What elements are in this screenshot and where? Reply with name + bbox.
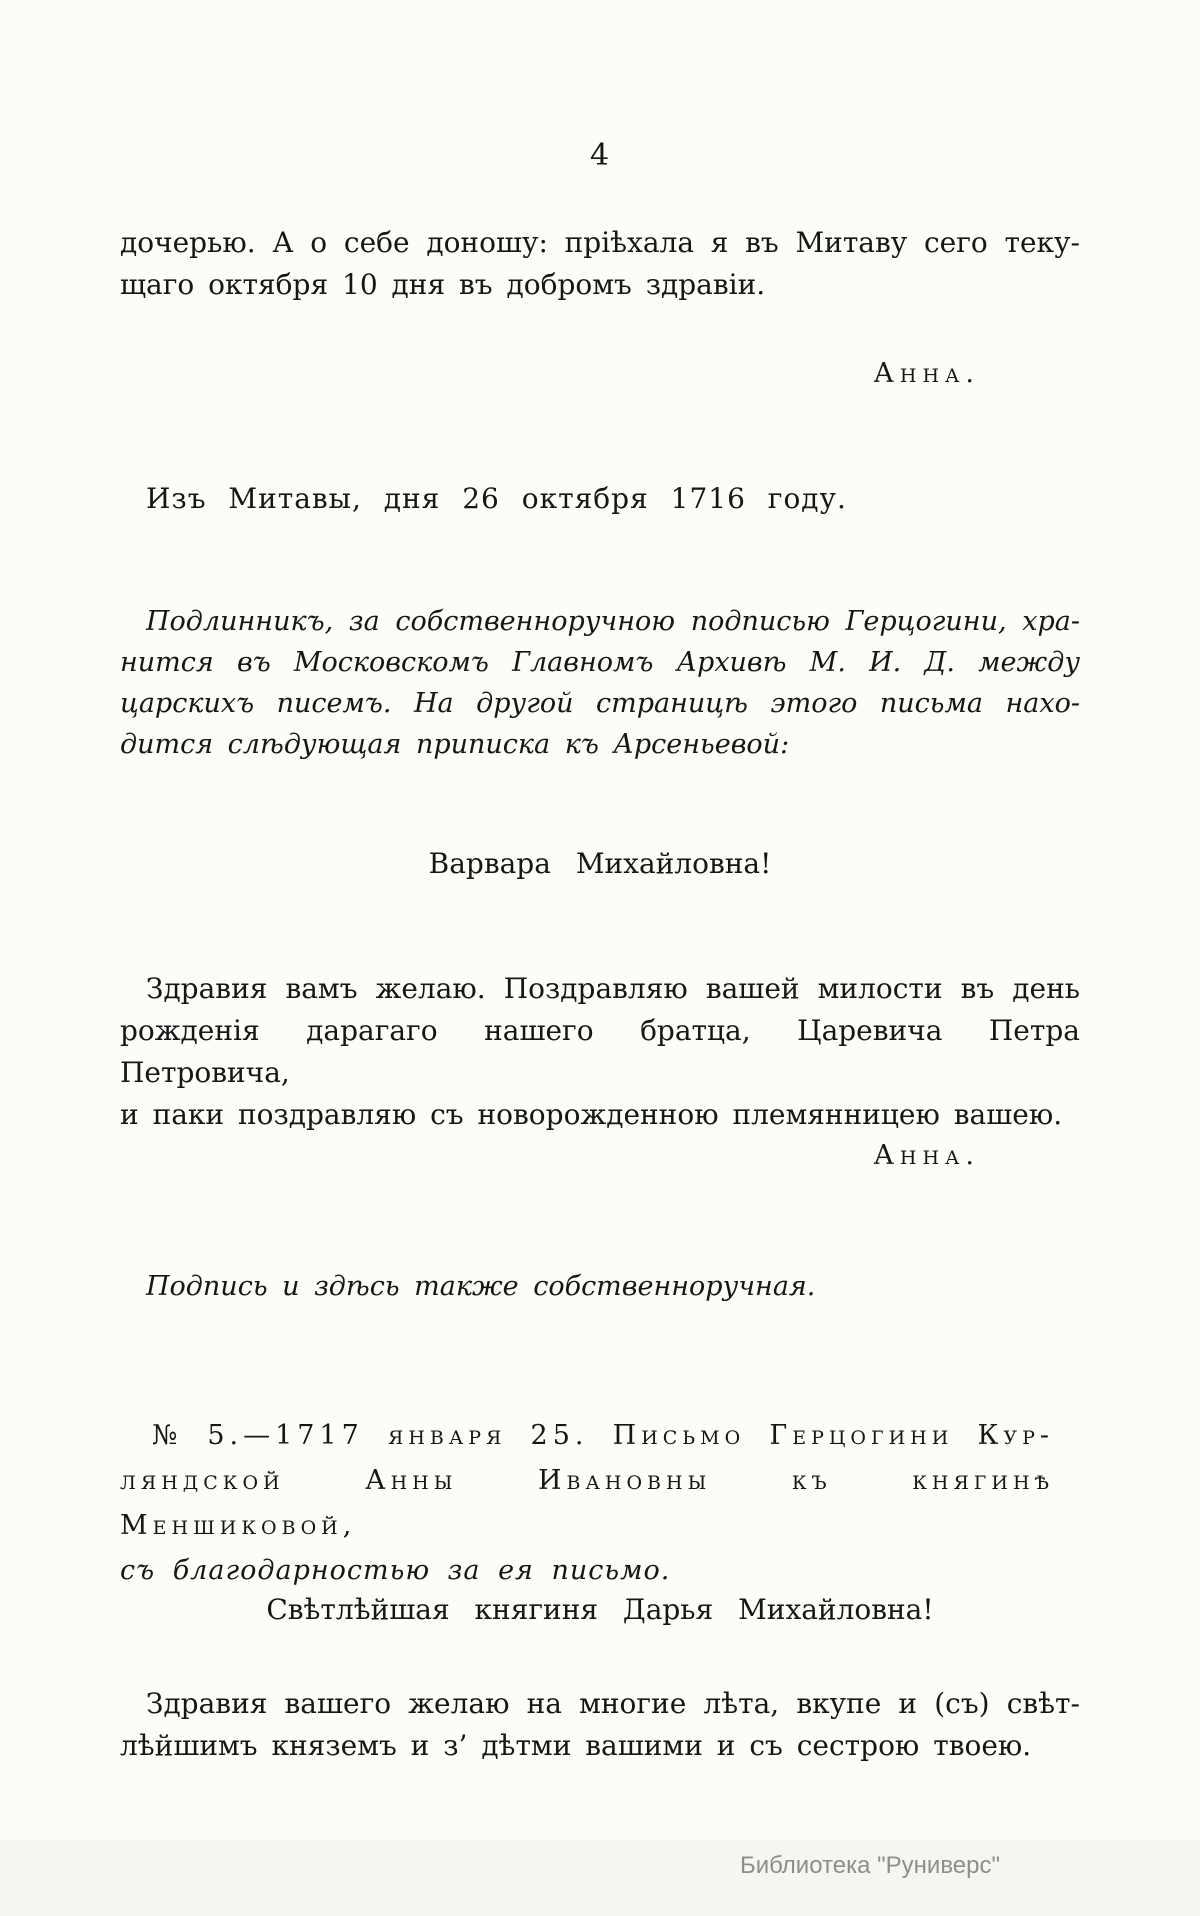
paragraph-postscript-body — [120, 968, 1080, 1136]
paragraph-line: лѣйшимъ княземъ и з’ дѣтми вашими и съ сестрою твоею. — [120, 1729, 1032, 1762]
page-number: 4 — [589, 138, 611, 173]
paragraph-line: Здравия вамъ желаю. Поздравляю вашей милости въ день — [146, 972, 1080, 1005]
paragraph-line: дочерью. А о себе доношу: пріѣхала я въ Митаву сего теку- — [120, 226, 1080, 259]
runivers-watermark: Библиотека "Руниверс" — [739, 1852, 1001, 1879]
archival-note-line: царскихъ писемъ. На другой страницѣ этого письма нахо- — [120, 688, 1080, 719]
letter-5-heading — [120, 1413, 1054, 1593]
dateline-mitava: Изъ Митавы, дня 26 октября 1716 году. — [146, 482, 847, 515]
paragraph-line: и паки поздравляю съ новорожденною племянницею вашею. — [120, 1098, 1063, 1131]
archival-note — [120, 601, 1080, 765]
archival-note-line: дится слѣдующая приписка къ Арсеньевой: — [120, 729, 790, 760]
letter-heading-line: № 5.—1717 января 25. Письмо Герцогини Кур- — [152, 1420, 1054, 1451]
letter-heading-line: ляндской Анны Ивановны къ княгинѣ Меншиковой, — [120, 1465, 1054, 1541]
salutation-darya-mikhailovna: Свѣтлѣйшая княгиня Дарья Михайловна! — [266, 1593, 934, 1626]
paragraph-letter5-body — [120, 1683, 1080, 1767]
paragraph-letter4-body — [120, 222, 1080, 306]
paragraph-line: щаго октября 10 дня въ добромъ здравіи. — [120, 268, 766, 301]
archival-note-line: Подлинникъ, за собственноручною подписью Герцогини, хра- — [146, 606, 1080, 637]
signature-note: Подпись и здѣсь также собственноручная. — [146, 1271, 816, 1302]
signature-anna-2: Анна. — [873, 1140, 980, 1171]
letter-heading-italic-line: съ благодарностью за ея письмо. — [120, 1555, 671, 1586]
signature-anna-1: Анна. — [873, 358, 980, 389]
watermark-band — [0, 1840, 1200, 1916]
salutation-varvara-mikhailovna: Варвара Михайловна! — [428, 847, 772, 880]
paragraph-line: Здравия вашего желаю на многие лѣта, вкупе и (съ) свѣт- — [146, 1687, 1080, 1720]
paragraph-line: рожденія дарагаго нашего братца, Царевича Петра Петровича, — [120, 1014, 1080, 1089]
archival-note-line: нится въ Московскомъ Главномъ Архивѣ М. И. Д. между — [120, 647, 1080, 678]
